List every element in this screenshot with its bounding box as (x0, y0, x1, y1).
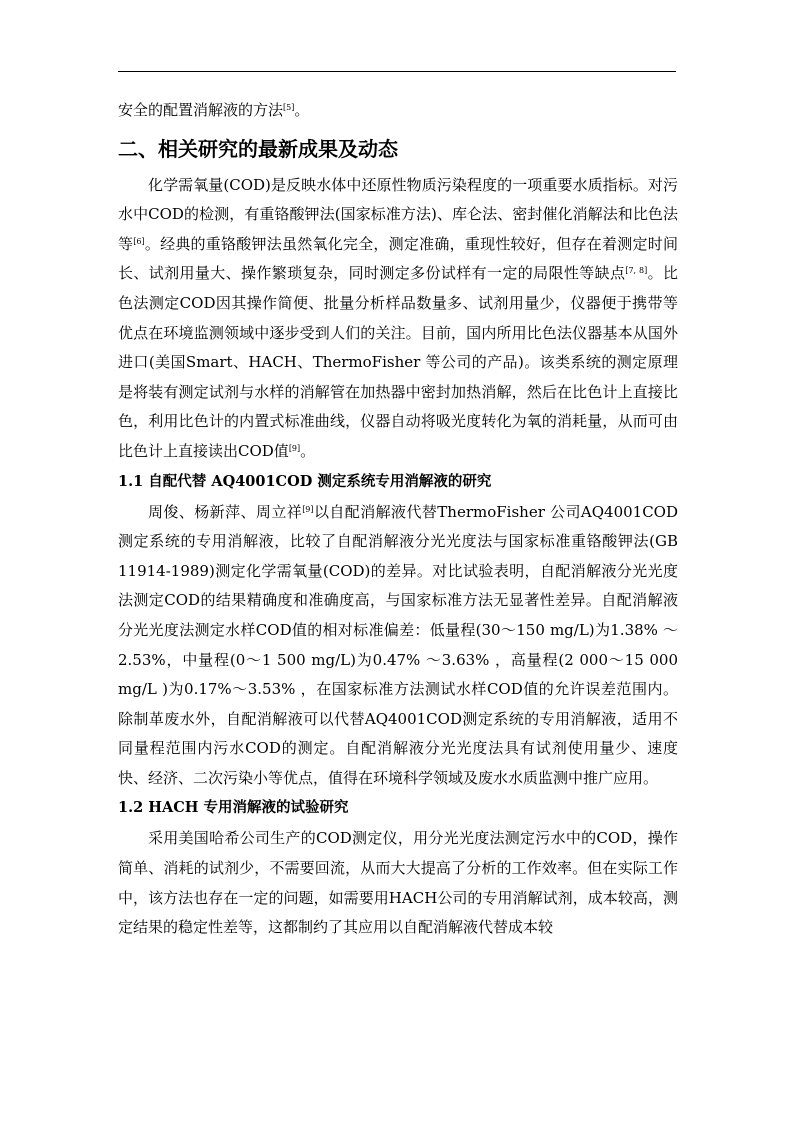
subsection-title-1-1: 1.1 自配代替 AQ4001COD 测定系统专用消解液的研究 (118, 472, 492, 490)
citation-5: [5] (283, 103, 295, 112)
citation-6: [6] (133, 236, 145, 246)
aq4001-study-paragraph: 周俊、杨新萍、周立祥[9]以自配消解液代替ThermoFisher 公司AQ4001COD测定系统的专用消解液，比较了自配消解液分光光度法与国家标准重铬酸钾法(GB 11914-1989)测定化学需氧量(COD)的差异。对比试验表明，自配消解液分光光度法测定COD的结果精确度和准确度高，与国家标准方法无显著性差异。自配消解液分光光度法测定水样COD值的相对标准偏差：低量程(30～150 mg/L)为1.38% ～2.53%，中量程(0～1 500 mg/L)为0.47% ～3.63% ，高量程(2 000～15 000 mg/L )为0.17%～3.53% ，在国家标准方法测试水样COD值的允许误差范围内。除制革废水外，自配消解液可以代替AQ4001COD测定系统的专用消解液，适用不同量程范围内污水COD的测定。自配消解液分光光度法具有试剂使用量少、速度快、经济、二次污染小等优点，值得在环境科学领域及废水水质监测中推广应用。 (118, 502, 678, 787)
citation-9b: [9] (302, 504, 314, 514)
citation-9: [9] (288, 443, 301, 453)
header-rule (118, 71, 676, 72)
intro-paragraph: 安全的配置消解液的方法[5]。 (118, 101, 310, 119)
section-title: 二、相关研究的最新成果及动态 (118, 136, 398, 161)
cod-overview-paragraph: 化学需氧量(COD)是反映水体中还原性物质污染程度的一项重要水质指标。对污水中COD的检测，有重铬酸钾法(国家标准方法)、库仑法、密封催化消解法和比色法等[6]。经典的重铬酸钾法虽然氧化完全，测定准确，重现性较好，但存在着测定时间长、试剂用量大、操作繁琐复杂，同时测定多份试样有一定的局限性等缺点[7, 8]。比色法测定COD因其操作简便、批量分析样品数量多、试剂用量少，仪器便于携带等优点在环境监测领域中逐步受到人们的关注。目前，国内所用比色法仪器基本从国外进口(美国Smart、HACH、ThermoFisher 等公司的产品)。该类系统的测定原理是将装有测定试剂与水样的消解管在加热器中密封加热消解，然后在比色计上直接比色，利用比色计的内置式标准曲线，仪器自动将吸光度转化为氧的消耗量，从而可由比色计上直接读出COD值[9]。 (118, 175, 678, 460)
citation-7-8: [7, 8] (625, 266, 648, 276)
subsection-title-1-2: 1.2 HACH 专用消解液的试验研究 (118, 799, 349, 817)
page-content (118, 96, 678, 943)
hach-study-paragraph: 采用美国哈希公司生产的COD测定仪，用分光光度法测定污水中的COD，操作简单、消耗的试剂少，不需要回流，从而大大提高了分析的工作效率。但在实际工作中，该方法也存在一定的问题，如需要用HACH公司的专用消解试剂，成本较高，测定结果的稳定性差等，这都制约了其应用以自配消解液代替成本较 (118, 829, 678, 937)
